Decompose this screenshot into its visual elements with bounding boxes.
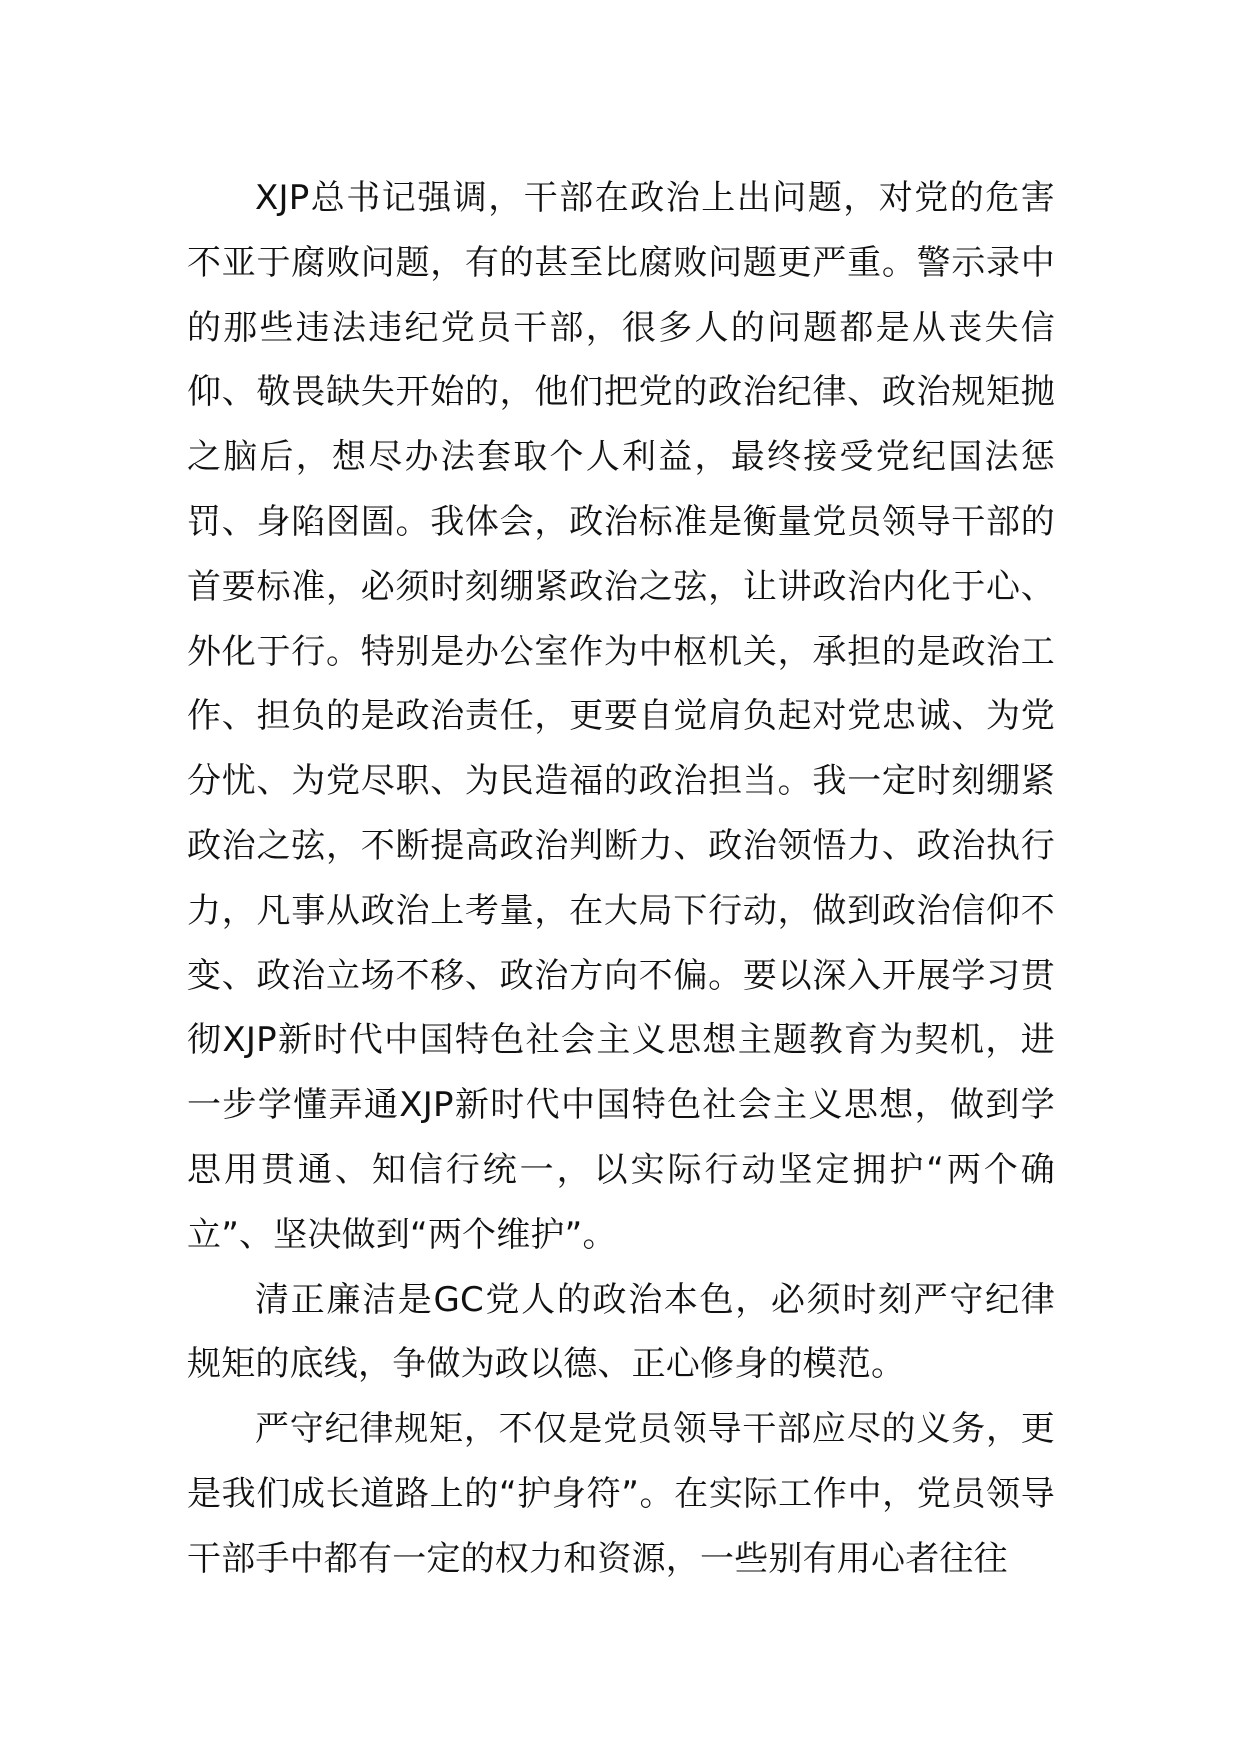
document-body — [187, 166, 1055, 1592]
paragraph-discipline: 严守纪律规矩，不仅是党员领导干部应尽的义务，更是我们成长道路上的“护身符”。在实际工作中，党员领导干部手中都有一定的权力和资源，一些别有用心者往往 — [187, 1409, 1055, 1579]
paragraph-political-standard: XJP总书记强调，干部在政治上出问题，对党的危害不亚于腐败问题，有的甚至比腐败问题更严重。警示录中的那些违法违纪党员干部，很多人的问题都是从丧失信仰、敬畏缺失开始的，他们把党的政治纪律、政治规矩抛之脑后，想尽办法套取个人利益，最终接受党纪国法惩罚、身陷囹圄。我体会，政治标准是衡量党员领导干部的首要标准，必须时刻绷紧政治之弦，让讲政治内化于心、外化于行。特别是办公室作为中枢机关，承担的是政治工作、担负的是政治责任，更要自觉肩负起对党忠诚、为党分忧、为党尽职、为民造福的政治担当。我一定时刻绷紧政治之弦，不断提高政治判断力、政治领悟力、政治执行力，凡事从政治上考量，在大局下行动，做到政治信仰不变、政治立场不移、政治方向不偏。要以深入开展学习贯彻XJP新时代中国特色社会主义思想主题教育为契机，进一步学懂弄通XJP新时代中国特色社会主义思想，做到学思用贯通、知信行统一，以实际行动坚定拥护“两个确立”、坚决做到“两个维护”。 — [187, 178, 1055, 1255]
paragraph-integrity: 清正廉洁是GC党人的政治本色，必须时刻严守纪律规矩的底线，争做为政以德、正心修身的模范。 — [187, 1279, 1055, 1385]
